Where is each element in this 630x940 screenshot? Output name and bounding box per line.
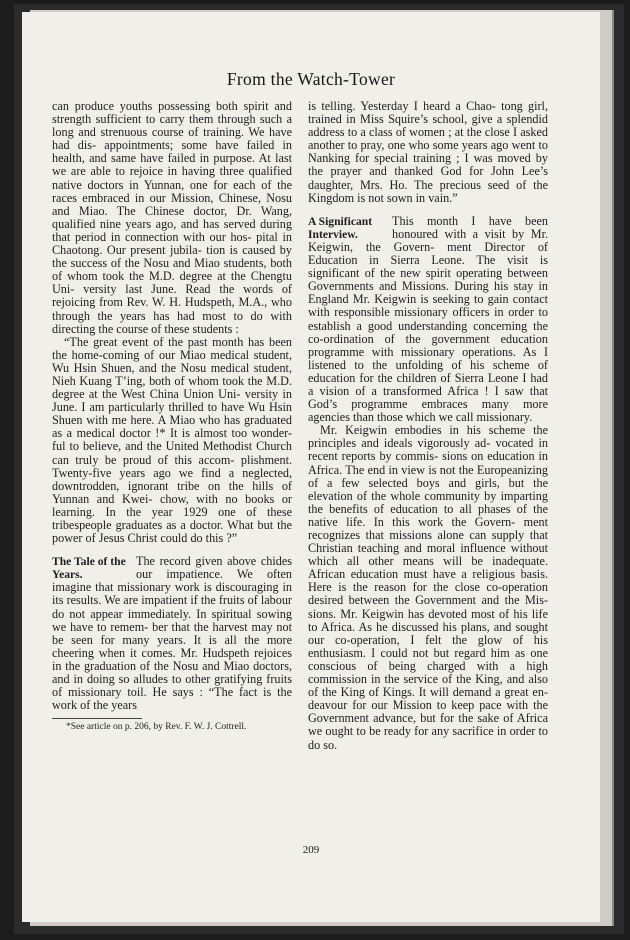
paragraph: Mr. Keigwin embodies in his scheme the principles and ideals vigorously ad- vocated in recent reports by commis- sions on education in Africa. The end in view is not the Europeanizing of a few selected boys and girls, but the elevation of the whole community by imparting the benefits of education to all phases of the native life. In this work the Govern- ment recognizes that missions alone can supply that Christian teaching and moral influence without which all other means will be inadequate. African education must have a religious basis. Here is the reason for the close co-operation desired between the Government and the Mis- sions. Mr. Keigwin has devoted most of his life to Africa. As he discussed his plans, and sought our co-operation, I felt the glow of his enthusiasm. I could not but regard him as one conscious of being charged with a high commission in the service of the King, and also of the King of Kings. It will demand a great en- deavour for our Mission to keep pace with the Government advance, but for the sake of Africa we ought to be ready for any sacrifice in order to do so.	[308, 423, 548, 752]
section-heading: The Tale of the Years.	[52, 555, 126, 582]
document-page	[22, 12, 600, 922]
footnote-rule	[52, 718, 142, 719]
running-header: From the Watch-Tower	[226, 69, 396, 89]
paragraph: can produce youths possessing both spirit and strength sufficient to carry them through such a long and strenuous course of training. We have had dis- appointments; some have failed in health, and same have failed in purpose. At last we are able to rejoice in having three qualified native doctors in Yunnan, one for each of the races embraced in our Mission, Chinese, Nosu and Miao. The Chinese doctor, Dr. Wang, qualified nine years ago, and has served during that period in connection with our hos- pital in Chaotong. Our present jubila- tion is caused by the success of the Nosu and Miao students, both of whom took the M.D. degree at the Chengtu Uni- versity last June. Read the words of rejoicing from Rev. W. H. Hudspeth, M.A., who through the years has had most to do with directing the course of these students :	[52, 99, 292, 336]
footnote: *See article on p. 206, by Rev. F. W. J. Cottrell.	[66, 722, 247, 733]
quote-paragraph: “The great event of the past month has been the home-coming of our Miao medical student, Wu Hsin Shuen, and the Nosu medical student, Nieh Kuang T’ing, both of whom took the M.D. degree at the West China Union Uni- versity in June. I am particularly thrilled to have Wu Hsin Shuen with me here. A Miao who has graduated as a medical doctor !* It is almost too wonder- ful to believe, and the United Methodist Church can truly be proud of this accom- plishment. Twenty-five years ago we find a neglected, downtrodden, ignorant tribe on the hills of Yunnan and Kwei- chow, with no books or learning. In the year 1929 one of these tribespeople graduates as a doctor. What but the power of Jesus Christ could do this ?”	[52, 334, 292, 546]
page-number: 209	[302, 844, 320, 856]
section-body: The record given above chides our impatience. We often imagine that missionary work is discouraging in its results. We are impatient if the fruits of labour do not appear immediately. In spiritual sowing we have to remem- ber that the harvest may not be seen for many years. It is all the more cheering when it comes. Mr. Hudspeth rejoices in the graduation of the Nosu and Miao doctors, and in doing so alludes to other gratifying fruits of missionary toil. He says : “The fact is the work of the years	[52, 554, 292, 713]
paragraph: is telling. Yesterday I heard a Chao- tong girl, trained in Miss Squire’s school, give a splendid address to a class of women ; at the close I asked another to pray, one who some years ago went to Nanking for special training ; I was moved by the prayer and thanked God for John Lee’s daughter, Mrs. Ho. The precious seed of the Kingdom is not sown in vain.”	[308, 99, 548, 205]
section-significant-interview	[308, 215, 548, 425]
right-column	[308, 100, 548, 752]
section-heading: A Significant Interview.	[308, 214, 373, 241]
section-body: This month I have been honoured with a visit by Mr. Keigwin, the Govern- ment Director of Education in Sierra Leone. The visit is significant of the new spirit operating between Governments and Missions. During his stay in England Mr. Keigwin is seeking to gain contact with responsible missionary officers in order to establish a good understanding concerning the co-ordination of the government education programme with missionary operations. As I listened to the unfolding of his scheme of education for the children of Sierra Leone I had a vision of a transformed Africa ! I saw that God’s programme embraces many more agencies than those which we call missionary.	[308, 213, 548, 425]
section-tale-of-the-years	[52, 555, 292, 712]
left-column	[52, 100, 292, 733]
